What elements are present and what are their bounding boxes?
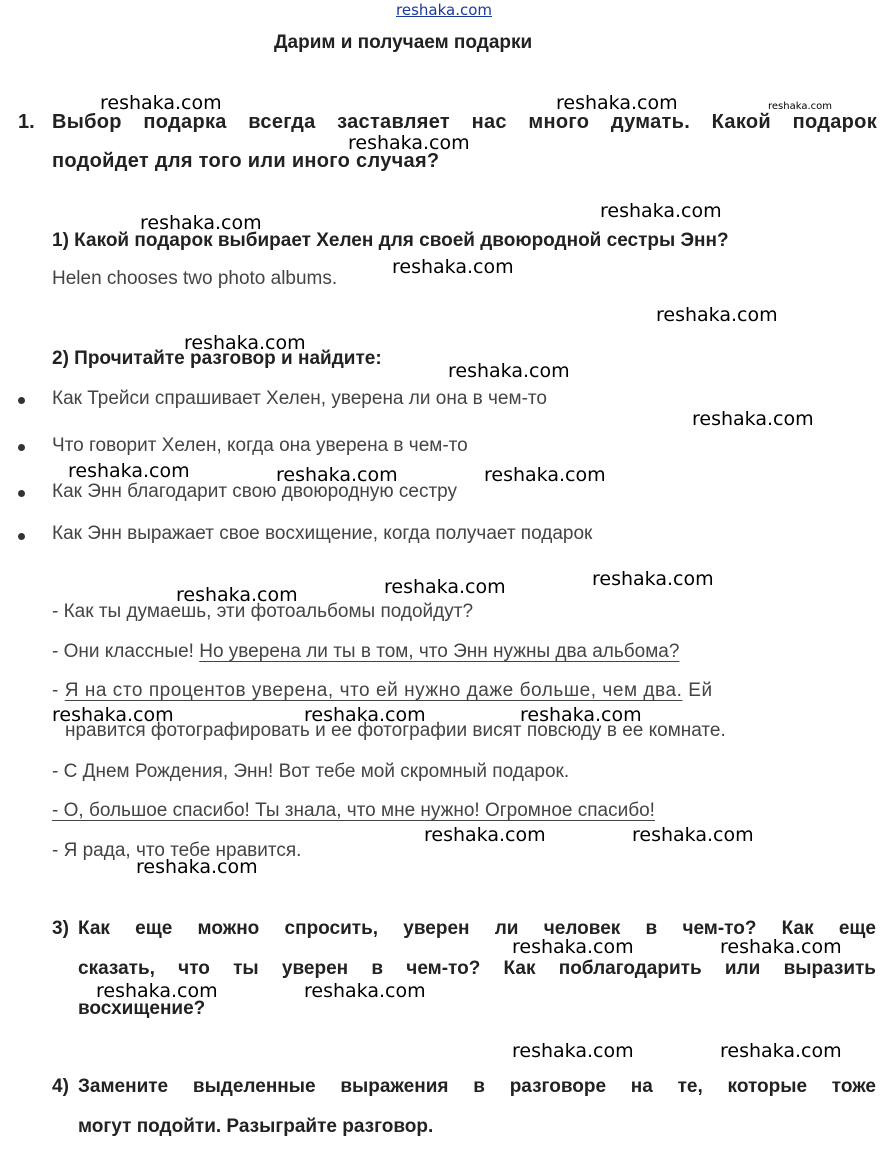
- bullet-icon: [18, 490, 25, 497]
- dialog-line-3-highlight: Я на сто процентов уверена, что ей нужно даже больше, чем два.: [64, 680, 683, 701]
- watermark: reshaka.com: [68, 460, 190, 482]
- watermark: reshaka.com: [768, 101, 832, 112]
- dialog-line-2-plain: - Они классные!: [52, 641, 200, 662]
- dialog-line-3-dash: -: [52, 680, 65, 701]
- question-4-number: 4): [52, 1076, 69, 1097]
- dialog-line-2: [52, 641, 679, 663]
- list-item: Как Трейси спрашивает Хелен, уверена ли она в чем-то: [52, 388, 547, 409]
- dialog-line-7: - Я рада, что тебе нравится.: [52, 840, 302, 861]
- bullet-icon: [18, 397, 25, 404]
- watermark: reshaka.com: [424, 824, 546, 846]
- watermark: reshaka.com: [96, 980, 218, 1002]
- watermark: reshaka.com: [484, 464, 606, 486]
- watermark: reshaka.com: [692, 408, 814, 430]
- question-4-line1: Замените выделенные выражения в разговоре на те, которые тоже: [78, 1076, 876, 1097]
- list-item: Как Энн благодарит свою двоюродную сестру: [52, 481, 458, 502]
- watermark: reshaka.com: [556, 92, 678, 114]
- watermark: reshaka.com: [656, 304, 778, 326]
- watermark: reshaka.com: [348, 132, 470, 154]
- watermark: reshaka.com: [512, 1040, 634, 1062]
- question-3-line1: Как еще можно спросить, уверен ли человек в чем-то? Как еще: [78, 918, 876, 939]
- watermark: reshaka.com: [392, 256, 514, 278]
- dialog-line-6-highlight: - О, большое спасибо! Ты знала, что мне нужно! Огромное спасибо!: [52, 800, 655, 821]
- question-4-line2: могут подойти. Разыграйте разговор.: [78, 1116, 434, 1137]
- watermark: reshaka.com: [276, 464, 398, 486]
- task-number: 1.: [18, 111, 35, 133]
- question-3-number: 3): [52, 918, 69, 939]
- dialog-line-3: [52, 680, 713, 702]
- watermark: reshaka.com: [520, 704, 642, 726]
- question-2: 2) Прочитайте разговор и найдите:: [52, 348, 382, 369]
- watermark: reshaka.com: [632, 824, 754, 846]
- task-text-line1: Выбор подарка всегда заставляет нас много думать. Какой подарок: [52, 111, 877, 133]
- watermark: reshaka.com: [384, 576, 506, 598]
- dialog-line-1: - Как ты думаешь, эти фотоальбомы подойдут?: [52, 601, 474, 622]
- watermark: reshaka.com: [304, 980, 426, 1002]
- top-watermark-link[interactable]: reshaka.com: [396, 1, 492, 19]
- watermark: reshaka.com: [448, 360, 570, 382]
- watermark: reshaka.com: [512, 936, 634, 958]
- dialog-line-4: нравится фотографировать и ее фотографии висят повсюду в ее комнате.: [65, 720, 726, 741]
- bullet-icon: [18, 533, 25, 540]
- watermark: reshaka.com: [600, 200, 722, 222]
- dialog-line-2-highlight: Но уверена ли ты в том, что Энн нужны два альбома?: [199, 641, 680, 662]
- watermark: reshaka.com: [592, 568, 714, 590]
- watermark: reshaka.com: [100, 92, 222, 114]
- list-item: Как Энн выражает свое восхищение, когда получает подарок: [52, 523, 593, 544]
- question-3-line2: сказать, что ты уверен в чем-то? Как поблагодарить или выразить: [78, 958, 876, 979]
- dialog-line-3-rest: Ей: [682, 680, 713, 701]
- watermark: reshaka.com: [720, 1040, 842, 1062]
- list-item: Что говорит Хелен, когда она уверена в чем-то: [52, 435, 468, 456]
- watermark: reshaka.com: [176, 584, 298, 606]
- watermark: reshaka.com: [52, 704, 174, 726]
- question-3-line3: восхищение?: [78, 998, 206, 1019]
- watermark: reshaka.com: [720, 936, 842, 958]
- task-text-line2: подойдет для того или иного случая?: [52, 150, 440, 172]
- bullet-icon: [18, 444, 25, 451]
- watermark: reshaka.com: [136, 856, 258, 878]
- watermark: reshaka.com: [184, 332, 306, 354]
- question-1: 1) Какой подарок выбирает Хелен для своей двоюродной сестры Энн?: [52, 230, 729, 251]
- watermark: reshaka.com: [304, 704, 426, 726]
- watermark: reshaka.com: [140, 212, 262, 234]
- answer-1: Helen chooses two photo albums.: [52, 268, 338, 289]
- dialog-line-5: - С Днем Рождения, Энн! Вот тебе мой скромный подарок.: [52, 761, 570, 782]
- page-title: Дарим и получаем подарки: [274, 32, 533, 53]
